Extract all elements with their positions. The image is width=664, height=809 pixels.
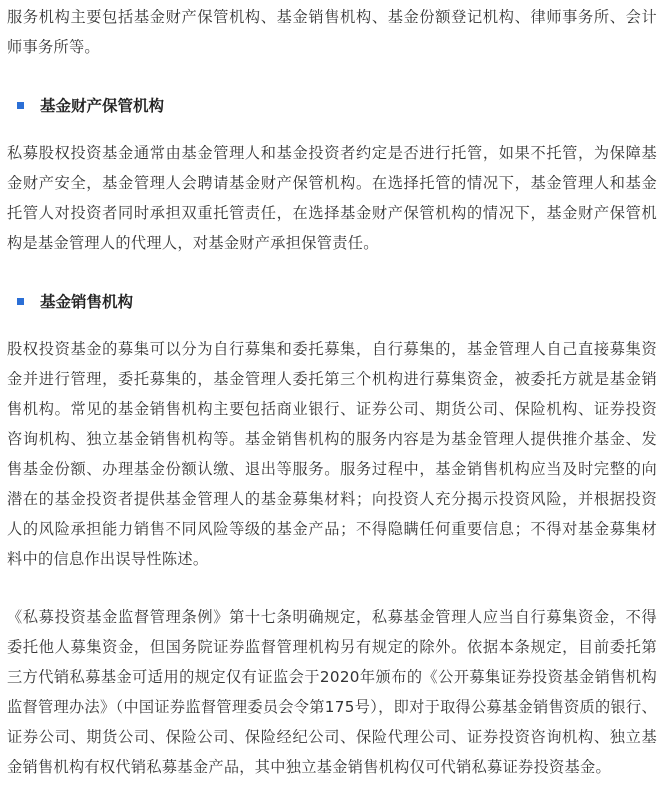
square-bullet-icon (17, 102, 24, 109)
section-heading-sales (7, 286, 657, 316)
sales-paragraph: 股权投资基金的募集可以分为自行募集和委托募集，自行募集的，基金管理人自己直接募集资金并进行管理，委托募集的，基金管理人委托第三个机构进行募集资金，被委托方就是基金销售机构。常见的基金销售机构主要包括商业银行、证券公司、期货公司、保险机构、证券投资咨询机构、独立基金销售机构等。基金销售机构的服务内容是为基金管理人提供推介基金、发售基金份额、办理基金份额认缴、退出等服务。服务过程中，基金销售机构应当及时完整的向潜在的基金投资者提供基金管理人的基金募集材料；向投资人充分揭示投资风险，并根据投资人的风险承担能力销售不同风险等级的基金产品；不得隐瞒任何重要信息；不得对基金募集材料中的信息作出误导性陈述。 (7, 340, 657, 568)
intro-paragraph: 服务机构主要包括基金财产保管机构、基金销售机构、基金份额登记机构、律师事务所、会计师事务所等。 (7, 8, 657, 56)
spacer (7, 574, 657, 602)
spacer (7, 120, 657, 138)
regulation-paragraph: 《私募投资基金监督管理条例》第十七条明确规定，私募基金管理人应当自行募集资金，不得委托他人募集资金，但国务院证券监督管理机构另有规定的除外。依据本条规定，目前委托第三方代销私募基金可适用的规定仅有证监会于2020年颁布的《公开募集证券投资基金销售机构监督管理办法》（中国证券监督管理委员会令第175号），即对于取得公募基金销售资质的银行、证券公司、期货公司、保险公司、保险经纪公司、保险代理公司、证券投资咨询机构、独立基金销售机构有权代销私募基金产品，其中独立基金销售机构仅可代销私募证券投资基金。 (7, 608, 657, 776)
article-body (0, 2, 664, 782)
spacer (7, 62, 657, 90)
custody-paragraph: 私募股权投资基金通常由基金管理人和基金投资者约定是否进行托管，如果不托管，为保障基金财产安全，基金管理人会聘请基金财产保管机构。在选择托管的情况下，基金管理人和基金托管人对投资者同时承担双重托管责任，在选择基金财产保管机构的情况下，基金财产保管机构是基金管理人的代理人，对基金财产承担保管责任。 (7, 144, 657, 252)
spacer (7, 258, 657, 286)
square-bullet-icon (17, 298, 24, 305)
section-heading-custody (7, 90, 657, 120)
section-heading-text: 基金财产保管机构 (40, 97, 165, 115)
spacer (7, 316, 657, 334)
section-heading-text: 基金销售机构 (40, 293, 134, 311)
